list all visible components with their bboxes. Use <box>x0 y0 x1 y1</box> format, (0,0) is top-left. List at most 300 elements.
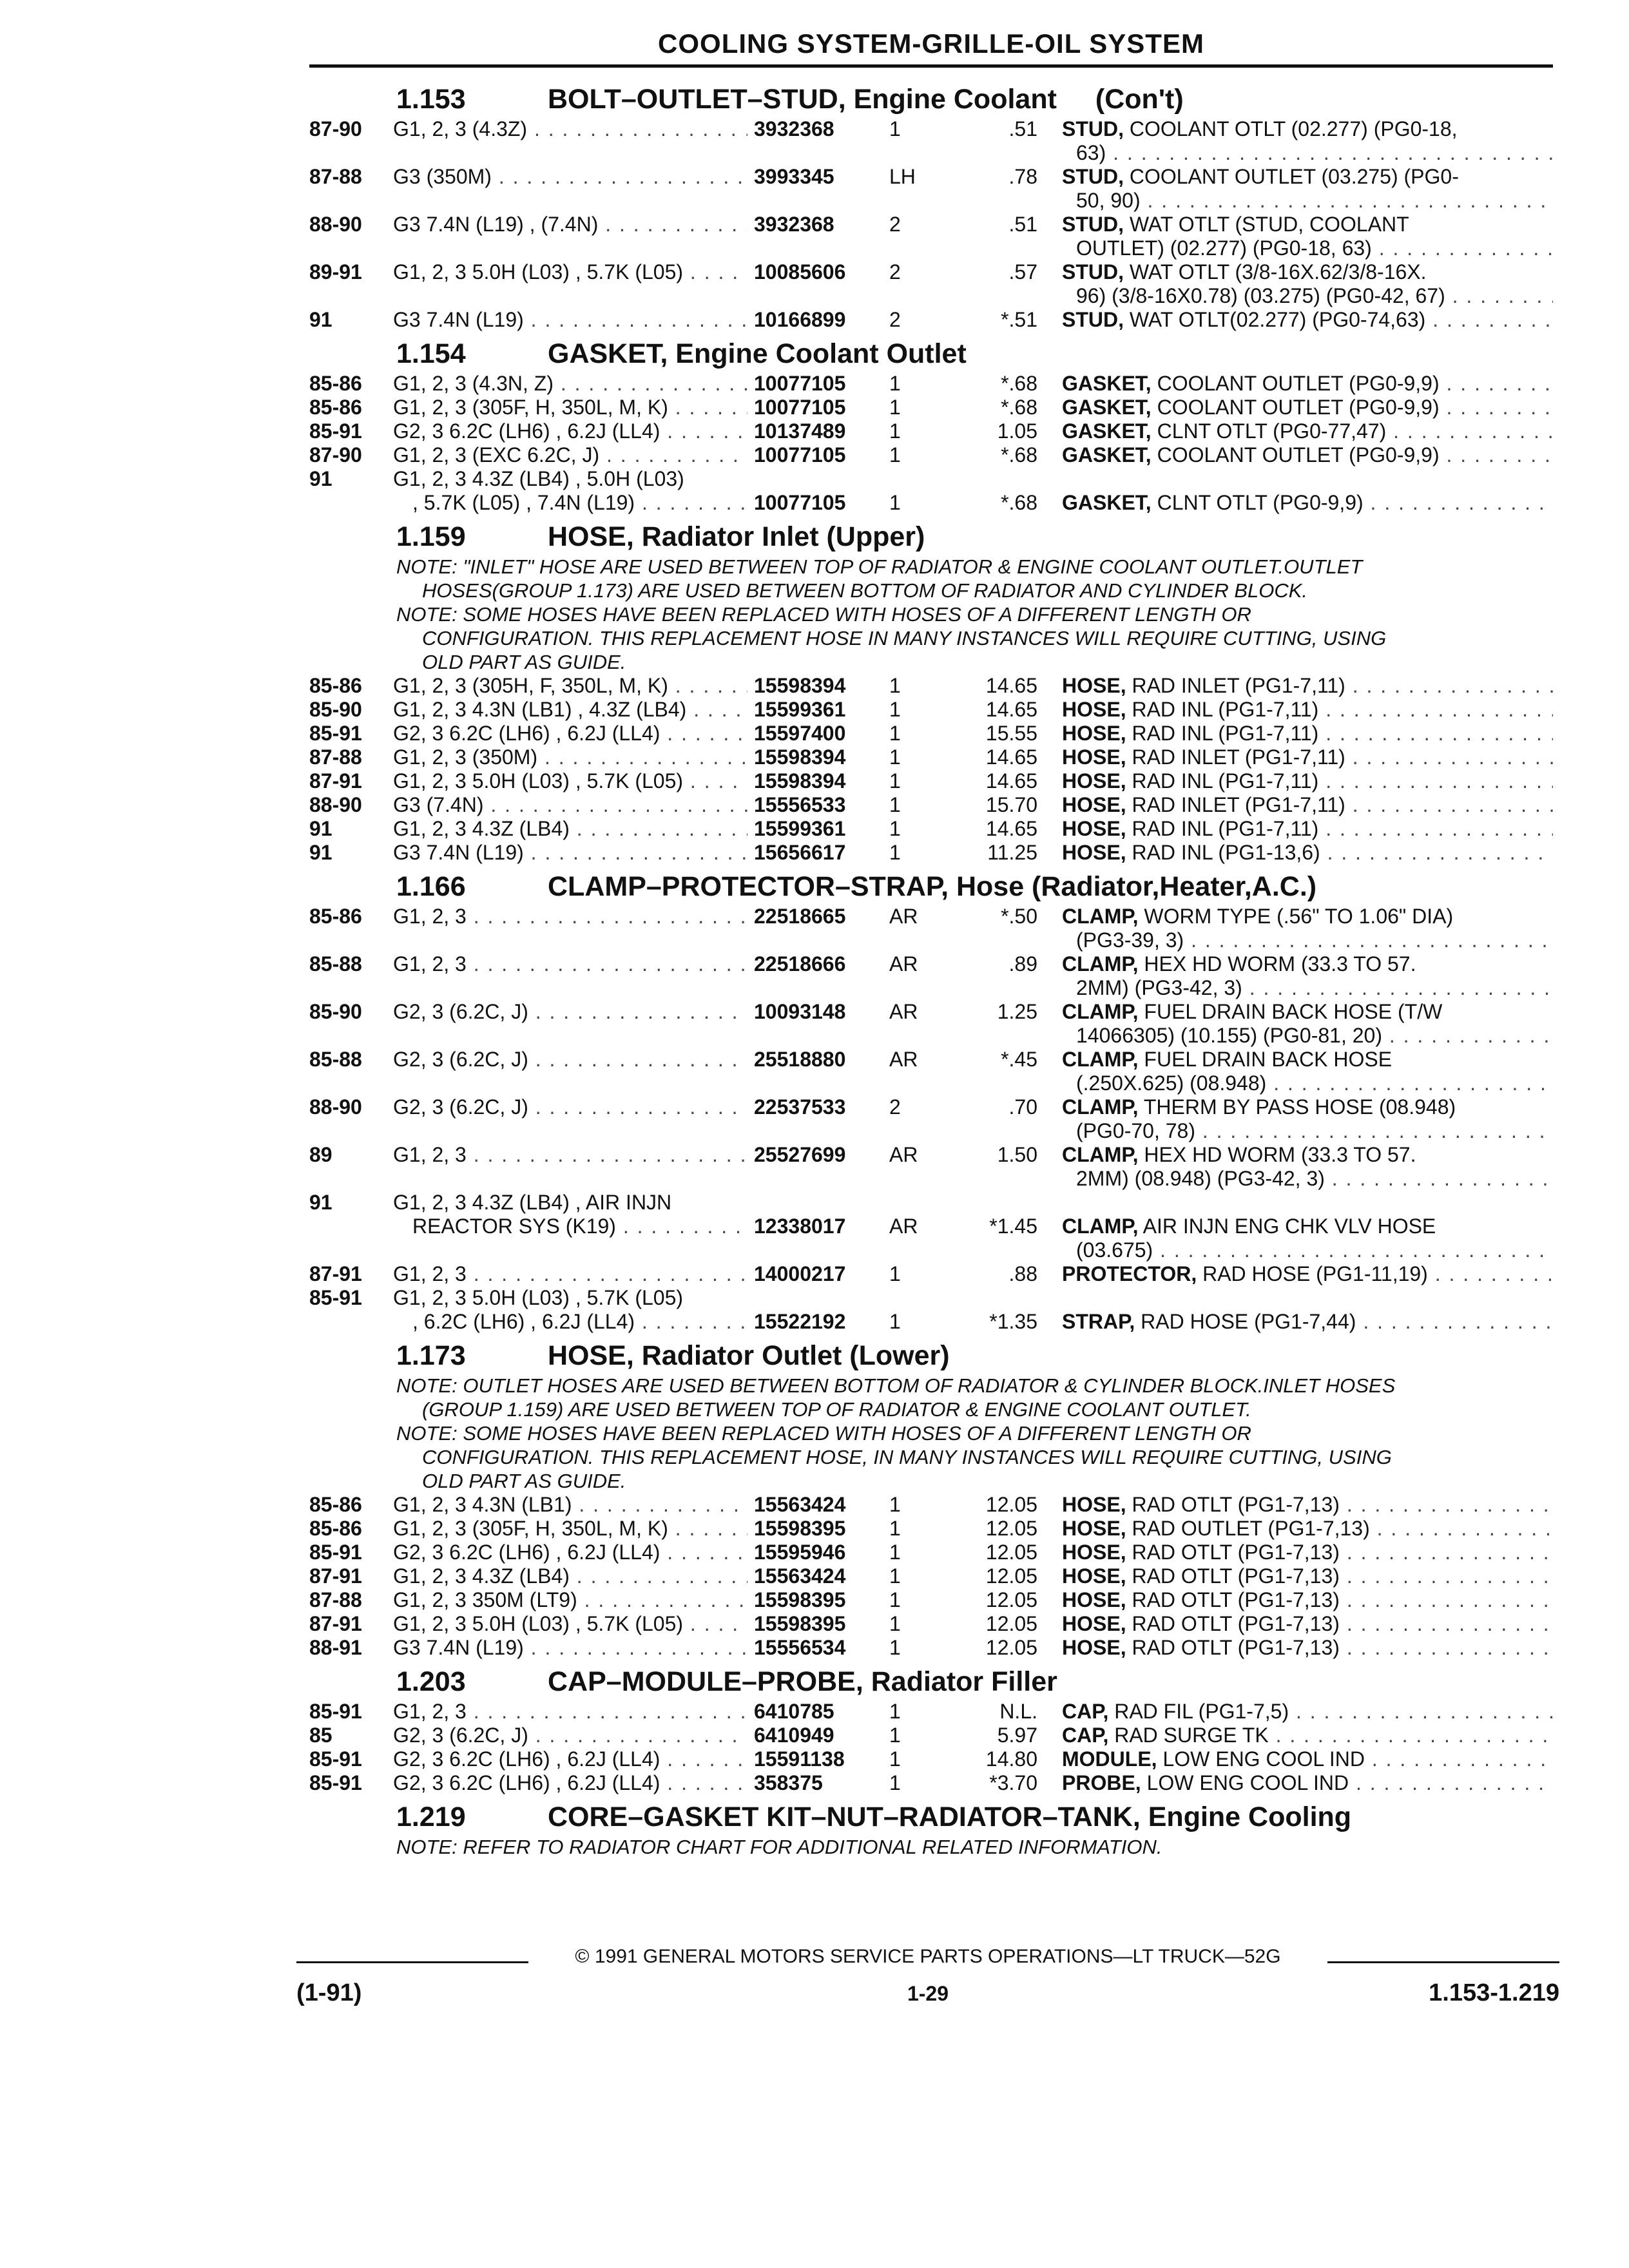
section-number: 1.173 <box>396 1340 466 1371</box>
model-years: 87-88 <box>309 745 362 769</box>
quantity: AR <box>889 952 918 975</box>
price: .51 <box>1008 213 1037 236</box>
part-noun: CLAMP, <box>1062 1000 1139 1023</box>
part-noun: CLAMP, <box>1062 1143 1139 1166</box>
part-description <box>1062 419 1553 443</box>
quantity: 1 <box>889 1262 901 1285</box>
parts-row <box>309 1564 1553 1588</box>
parts-row <box>309 1095 1553 1119</box>
note-text: OLD PART AS GUIDE. <box>422 1470 626 1492</box>
section-note <box>309 650 1553 674</box>
parts-row <box>309 722 1553 745</box>
parts-row-continuation <box>309 284 1553 308</box>
section-number: 1.159 <box>396 521 466 552</box>
part-description-text: RAD HOSE (PG1-7,44) <box>1141 1310 1356 1333</box>
part-description-text: HEX HD WORM (33.3 TO 57. <box>1144 952 1416 975</box>
parts-row <box>309 213 1553 236</box>
model-years: 88-90 <box>309 213 362 236</box>
price: N.L. <box>999 1700 1037 1723</box>
model-years: 91 <box>309 1191 333 1214</box>
price: *.50 <box>1001 905 1037 928</box>
application: G3 (350M) . . . <box>393 165 805 189</box>
part-description-text: RAD INL (PG1-7,11) <box>1132 769 1319 793</box>
part-noun: HOSE, <box>1062 1541 1126 1564</box>
part-number: 15598395 <box>747 1517 886 1541</box>
model-years: 85-91 <box>309 1286 362 1309</box>
part-noun: CLAMP, <box>1062 952 1139 975</box>
model-years: 85-86 <box>309 372 362 395</box>
application: G1, 2, 3 4.3N (LB1) . . . <box>393 1493 805 1517</box>
quantity: 2 <box>889 260 901 284</box>
part-description <box>1062 1771 1553 1795</box>
part-description-continued: OUTLET) (02.277) (PG0-18, 63) . . . <box>1076 236 1553 260</box>
footer-rule-left <box>296 1961 528 1963</box>
part-description-text: RAD OTLT (PG1-7,13) <box>1132 1493 1340 1516</box>
section-title-text: BOLT–OUTLET–STUD, Engine Coolant <box>548 84 1057 115</box>
quantity: 1 <box>889 1588 901 1611</box>
section-note <box>309 1421 1553 1445</box>
parts-row <box>309 1493 1553 1517</box>
section-heading <box>309 1795 1553 1835</box>
quantity: 1 <box>889 1747 901 1771</box>
parts-row <box>309 117 1553 141</box>
quantity: 1 <box>889 1700 901 1723</box>
part-description <box>1062 745 1553 769</box>
section-title-text: CAP–MODULE–PROBE, Radiator Filler <box>548 1666 1057 1697</box>
application: G1, 2, 3 . . . <box>393 905 805 928</box>
part-number: 15563424 <box>747 1493 886 1517</box>
quantity: 1 <box>889 1517 901 1540</box>
model-years: 85-91 <box>309 722 362 745</box>
section-title-text: HOSE, Radiator Outlet (Lower) <box>548 1340 950 1371</box>
model-years: 91 <box>309 817 333 840</box>
model-years: 88-90 <box>309 1095 362 1119</box>
part-noun: GASKET, <box>1062 491 1152 514</box>
part-description-continued: (.250X.625) (08.948) . . . <box>1076 1072 1553 1095</box>
part-description <box>1062 1636 1553 1660</box>
model-years: 85-86 <box>309 396 362 419</box>
part-description-continued: 14066305) (10.155) (PG0-81, 20) . . . <box>1076 1024 1553 1048</box>
quantity: 1 <box>889 117 901 140</box>
model-years: 85-91 <box>309 419 362 443</box>
part-description-text: RAD OTLT (PG1-7,13) <box>1132 1612 1340 1635</box>
part-number: 15522192 <box>747 1310 886 1334</box>
part-number: 15598395 <box>747 1612 886 1636</box>
model-years: 85-91 <box>309 1541 362 1564</box>
part-description-text: WAT OTLT(02.277) (PG0-74,63) <box>1129 308 1426 331</box>
quantity: AR <box>889 1048 918 1071</box>
part-description <box>1062 1517 1553 1541</box>
parts-row <box>309 1310 1553 1334</box>
part-description <box>1062 1493 1553 1517</box>
price: 12.05 <box>985 1493 1037 1516</box>
part-noun: CLAMP, <box>1062 1095 1139 1119</box>
note-text: NOTE: "INLET" HOSE ARE USED BETWEEN TOP OF RADIATOR & ENGINE COOLANT OUTLET.OUTLET <box>396 555 1363 578</box>
application: G3 7.4N (L19) . . . <box>393 841 805 865</box>
quantity: 2 <box>889 213 901 236</box>
note-text: CONFIGURATION. THIS REPLACEMENT HOSE, IN MANY INSTANCES WILL REQUIRE CUTTING, USING <box>422 1446 1392 1468</box>
parts-row <box>309 698 1553 722</box>
application: G1, 2, 3 . . . <box>393 1262 805 1286</box>
application: , 6.2C (LH6) , 6.2J (LL4) . . . <box>412 1310 825 1334</box>
quantity: AR <box>889 1143 918 1166</box>
model-years: 87-91 <box>309 769 362 793</box>
part-description-text: CLNT OTLT (PG0-77,47) <box>1157 419 1387 443</box>
part-description-continued: (PG3-39, 3) . . . <box>1076 928 1553 952</box>
part-noun: STUD, <box>1062 165 1124 188</box>
part-description <box>1062 1724 1553 1747</box>
price: 5.97 <box>997 1724 1037 1747</box>
part-description <box>1062 769 1553 793</box>
part-noun: GASKET, <box>1062 419 1152 443</box>
part-noun: PROBE, <box>1062 1771 1141 1794</box>
part-noun: CAP, <box>1062 1700 1109 1723</box>
part-number: 3932368 <box>747 213 886 236</box>
part-noun: GASKET, <box>1062 372 1152 395</box>
part-number: 15598394 <box>747 769 886 793</box>
application: G1, 2, 3 5.0H (L03) , 5.7K (L05) . . . <box>393 1612 805 1636</box>
section-title <box>548 1802 1351 1833</box>
part-description <box>1062 722 1553 745</box>
part-number: 15595946 <box>747 1541 886 1564</box>
part-description <box>1062 698 1553 722</box>
parts-row <box>309 1262 1553 1286</box>
part-number: 14000217 <box>747 1262 886 1286</box>
part-noun: HOSE, <box>1062 1564 1126 1588</box>
price: 14.65 <box>985 745 1037 769</box>
quantity: 1 <box>889 372 901 395</box>
model-years: 91 <box>309 308 333 331</box>
parts-row <box>309 308 1553 332</box>
application: G1, 2, 3 5.0H (L03) , 5.7K (L05) <box>393 1286 684 1309</box>
model-years: 88-90 <box>309 793 362 816</box>
section-title-text: GASKET, Engine Coolant Outlet <box>548 338 967 369</box>
note-text: NOTE: OUTLET HOSES ARE USED BETWEEN BOTTOM OF RADIATOR & CYLINDER BLOCK.INLET HOSES <box>396 1374 1396 1397</box>
part-description-text: RAD INLET (PG1-7,11) <box>1132 745 1345 769</box>
application: G3 (7.4N) . . . <box>393 793 805 817</box>
part-noun: HOSE, <box>1062 1517 1126 1540</box>
application: G2, 3 6.2C (LH6) , 6.2J (LL4) . . . <box>393 1747 805 1771</box>
section-title <box>548 338 967 370</box>
application: G3 7.4N (L19) . . . <box>393 1636 805 1660</box>
parts-row <box>309 372 1553 396</box>
part-noun: STUD, <box>1062 308 1124 331</box>
price: 1.25 <box>997 1000 1037 1023</box>
part-description-text: FUEL DRAIN BACK HOSE (T/W <box>1144 1000 1443 1023</box>
model-years: 85-91 <box>309 1700 362 1723</box>
part-description <box>1062 372 1553 396</box>
parts-row <box>309 1588 1553 1612</box>
part-number: 15598394 <box>747 745 886 769</box>
application: G2, 3 6.2C (LH6) , 6.2J (LL4) . . . <box>393 722 805 745</box>
part-description-text: RAD INL (PG1-7,11) <box>1132 722 1319 745</box>
footer-rule-right <box>1327 1961 1559 1963</box>
parts-row-continuation <box>309 1167 1553 1191</box>
part-description <box>1062 1000 1553 1024</box>
model-years: 85-86 <box>309 1517 362 1540</box>
part-description-text: RAD HOSE (PG1-11,19) <box>1202 1262 1428 1285</box>
footer-page-number: 1-29 <box>907 1982 949 2005</box>
section-note <box>309 555 1553 579</box>
parts-row <box>309 1724 1553 1747</box>
part-description <box>1062 674 1553 698</box>
part-noun: GASKET, <box>1062 443 1152 466</box>
part-description <box>1062 1310 1553 1334</box>
parts-row <box>309 443 1553 467</box>
price: 15.70 <box>985 793 1037 816</box>
application: G1, 2, 3 4.3Z (LB4) , 5.0H (L03) <box>393 467 684 490</box>
parts-row-lead <box>309 1286 1553 1310</box>
part-description-continued: 96) (3/8-16X0.78) (03.275) (PG0-42, 67) . . . <box>1076 284 1553 308</box>
part-number: 15599361 <box>747 817 886 841</box>
part-number: 10077105 <box>747 491 886 515</box>
model-years: 88-91 <box>309 1636 362 1659</box>
parts-row-continuation <box>309 1119 1553 1143</box>
quantity: 1 <box>889 674 901 697</box>
model-years: 85-91 <box>309 1747 362 1771</box>
part-description <box>1062 793 1553 817</box>
model-years: 85-86 <box>309 674 362 697</box>
model-years: 85-90 <box>309 1000 362 1023</box>
quantity: 1 <box>889 1636 901 1659</box>
part-description <box>1062 952 1553 976</box>
application: G2, 3 6.2C (LH6) , 6.2J (LL4) . . . <box>393 419 805 443</box>
part-description <box>1062 165 1553 189</box>
application: G1, 2, 3 . . . <box>393 1143 805 1167</box>
part-description-continued: 63) . . . <box>1076 141 1553 165</box>
part-noun: MODULE, <box>1062 1747 1157 1771</box>
quantity: 1 <box>889 793 901 816</box>
part-description <box>1062 1588 1553 1612</box>
part-description <box>1062 1215 1553 1238</box>
part-noun: HOSE, <box>1062 722 1126 745</box>
parts-row-continuation <box>309 1072 1553 1095</box>
application: , 5.7K (L05) , 7.4N (L19) . . . <box>412 491 825 515</box>
section-title-text: HOSE, Radiator Inlet (Upper) <box>548 521 925 552</box>
part-description <box>1062 841 1553 865</box>
part-description-text: RAD INLET (PG1-7,11) <box>1132 674 1345 697</box>
quantity: AR <box>889 905 918 928</box>
model-years: 85-88 <box>309 1048 362 1071</box>
parts-row-continuation <box>309 976 1553 1000</box>
note-text: NOTE: SOME HOSES HAVE BEEN REPLACED WITH HOSES OF A DIFFERENT LENGTH OR <box>396 603 1251 626</box>
part-description-text: RAD INL (PG1-7,11) <box>1132 817 1319 840</box>
part-description-continued: 2MM) (08.948) (PG3-42, 3) . . . <box>1076 1167 1553 1191</box>
application: G1, 2, 3 (EXC 6.2C, J) . . . <box>393 443 805 467</box>
quantity: 1 <box>889 769 901 793</box>
price: 1.05 <box>997 419 1037 443</box>
parts-row <box>309 419 1553 443</box>
part-description-text: RAD FIL (PG1-7,5) <box>1114 1700 1289 1723</box>
section-note <box>309 579 1553 602</box>
part-noun: CLAMP, <box>1062 905 1139 928</box>
section-note <box>309 1469 1553 1493</box>
part-number: 10085606 <box>747 260 886 284</box>
section-note <box>309 602 1553 626</box>
part-description <box>1062 1048 1553 1072</box>
part-noun: HOSE, <box>1062 793 1126 816</box>
application: G1, 2, 3 (305H, F, 350L, M, K) . . . <box>393 674 805 698</box>
note-text: OLD PART AS GUIDE. <box>422 651 626 673</box>
quantity: 1 <box>889 419 901 443</box>
price: *1.35 <box>989 1310 1037 1333</box>
parts-row <box>309 1636 1553 1660</box>
part-description-text: LOW ENG COOL IND <box>1146 1771 1349 1794</box>
quantity: 1 <box>889 841 901 864</box>
quantity: 1 <box>889 817 901 840</box>
parts-row <box>309 793 1553 817</box>
part-number: 6410785 <box>747 1700 886 1724</box>
part-description-text: COOLANT OUTLET (PG0-9,9) <box>1157 372 1440 395</box>
parts-row-continuation <box>309 236 1553 260</box>
part-noun: HOSE, <box>1062 1588 1126 1611</box>
section-heading <box>309 515 1553 555</box>
price: .89 <box>1008 952 1037 975</box>
price: *1.45 <box>989 1215 1037 1238</box>
application: G1, 2, 3 4.3N (LB1) , 4.3Z (LB4) . . . <box>393 698 805 722</box>
application: G2, 3 6.2C (LH6) , 6.2J (LL4) . . . <box>393 1771 805 1795</box>
quantity: 2 <box>889 308 901 331</box>
price: *3.70 <box>989 1771 1037 1794</box>
footer-revision-code: (1-91) <box>296 1979 362 2006</box>
parts-row <box>309 1000 1553 1024</box>
application: G3 7.4N (L19) . . . <box>393 308 805 332</box>
part-number: 15598395 <box>747 1588 886 1612</box>
model-years: 87-88 <box>309 1588 362 1611</box>
section-note <box>309 1374 1553 1398</box>
part-description <box>1062 260 1553 284</box>
quantity: 1 <box>889 1564 901 1588</box>
parts-row <box>309 1612 1553 1636</box>
quantity: 1 <box>889 1310 901 1333</box>
title-rule <box>309 64 1553 68</box>
quantity: AR <box>889 1000 918 1023</box>
part-description-text: HEX HD WORM (33.3 TO 57. <box>1144 1143 1416 1166</box>
part-description <box>1062 491 1553 515</box>
price: 14.80 <box>985 1747 1037 1771</box>
section-heading <box>309 332 1553 372</box>
model-years: 85-88 <box>309 952 362 975</box>
section-heading <box>309 865 1553 905</box>
price: *.68 <box>1001 372 1037 395</box>
section-title <box>548 84 1184 115</box>
price: 11.25 <box>987 841 1037 864</box>
price: .51 <box>1008 117 1037 140</box>
application: G1, 2, 3 (350M) . . . <box>393 745 805 769</box>
part-description-text: WORM TYPE (.56" TO 1.06" DIA) <box>1144 905 1454 928</box>
application: G1, 2, 3 4.3Z (LB4) , AIR INJN <box>393 1191 672 1214</box>
part-description-continued: (03.675) . . . <box>1076 1238 1553 1262</box>
section-title <box>548 871 1316 903</box>
note-text: CONFIGURATION. THIS REPLACEMENT HOSE IN MANY INSTANCES WILL REQUIRE CUTTING, USING <box>422 627 1387 649</box>
parts-row <box>309 1215 1553 1238</box>
part-description <box>1062 1095 1553 1119</box>
part-description-text: CLNT OTLT (PG0-9,9) <box>1157 491 1364 514</box>
price: 1.50 <box>997 1143 1037 1166</box>
model-years: 85-90 <box>309 698 362 721</box>
price: 12.05 <box>985 1541 1037 1564</box>
section-title-text: CORE–GASKET KIT–NUT–RADIATOR–TANK, Engine Cooling <box>548 1802 1352 1832</box>
quantity: 1 <box>889 1541 901 1564</box>
part-noun: HOSE, <box>1062 817 1126 840</box>
part-description <box>1062 1541 1553 1564</box>
footer-group-range: 1.153-1.219 <box>1429 1979 1559 2006</box>
price: *.51 <box>1001 308 1037 331</box>
model-years: 87-91 <box>309 1612 362 1635</box>
catalog-content <box>309 77 1553 1859</box>
part-number: 15656617 <box>747 841 886 865</box>
section-note <box>309 1835 1553 1859</box>
section-number: 1.203 <box>396 1666 466 1697</box>
part-description-text: RAD INL (PG1-7,11) <box>1132 698 1319 721</box>
parts-row <box>309 745 1553 769</box>
part-number: 15598394 <box>747 674 886 698</box>
model-years: 87-90 <box>309 117 362 140</box>
price: 15.55 <box>985 722 1037 745</box>
model-years: 91 <box>309 841 333 864</box>
parts-row <box>309 396 1553 419</box>
application: REACTOR SYS (K19) . . . <box>412 1215 825 1238</box>
part-number: 358375 <box>747 1771 886 1795</box>
application: G1, 2, 3 4.3Z (LB4) . . . <box>393 1564 805 1588</box>
part-description <box>1062 1143 1553 1167</box>
part-description-text: COOLANT OUTLET (03.275) (PG0- <box>1129 165 1459 188</box>
parts-row-lead <box>309 467 1553 491</box>
section-number: 1.153 <box>396 84 466 115</box>
price: *.68 <box>1001 491 1037 514</box>
part-noun: HOSE, <box>1062 1612 1126 1635</box>
part-noun: STUD, <box>1062 117 1124 140</box>
part-description-continued: 50, 90) . . . <box>1076 189 1553 213</box>
part-noun: GASKET, <box>1062 396 1152 419</box>
price: *.68 <box>1001 396 1037 419</box>
application: G1, 2, 3 (4.3Z) . . . <box>393 117 805 141</box>
part-description <box>1062 308 1553 332</box>
section-number: 1.219 <box>396 1802 466 1832</box>
part-description-text: LOW ENG COOL IND <box>1162 1747 1365 1771</box>
application: G2, 3 6.2C (LH6) , 6.2J (LL4) . . . <box>393 1541 805 1564</box>
part-number: 15556534 <box>747 1636 886 1660</box>
part-number: 12338017 <box>747 1215 886 1238</box>
quantity: 1 <box>889 1612 901 1635</box>
quantity: 1 <box>889 443 901 466</box>
application: G2, 3 (6.2C, J) . . . <box>393 1000 805 1024</box>
part-description-text: RAD INLET (PG1-7,11) <box>1132 793 1345 816</box>
part-number: 6410949 <box>747 1724 886 1747</box>
part-number: 25518880 <box>747 1048 886 1072</box>
parts-row <box>309 841 1553 865</box>
quantity: AR <box>889 1215 918 1238</box>
application: G3 7.4N (L19) , (7.4N) . . . <box>393 213 805 236</box>
price: 12.05 <box>985 1636 1037 1659</box>
part-description-text: WAT OTLT (3/8-16X.62/3/8-16X. <box>1129 260 1427 284</box>
price: .88 <box>1008 1262 1037 1285</box>
application: G1, 2, 3 4.3Z (LB4) . . . <box>393 817 805 841</box>
section-title <box>548 1666 1057 1698</box>
part-number: 15597400 <box>747 722 886 745</box>
section-title-text: CLAMP–PROTECTOR–STRAP, Hose (Radiator,Heater,A.C.) <box>548 871 1317 902</box>
part-description <box>1062 905 1553 928</box>
part-description-text: RAD SURGE TK <box>1114 1724 1269 1747</box>
parts-row <box>309 1700 1553 1724</box>
application: G1, 2, 3 350M (LT9) . . . <box>393 1588 805 1612</box>
quantity: 1 <box>889 491 901 514</box>
part-number: 15599361 <box>747 698 886 722</box>
price: .57 <box>1008 260 1037 284</box>
part-description-continued: 2MM) (PG3-42, 3) . . . <box>1076 976 1553 1000</box>
section-note <box>309 626 1553 650</box>
part-number: 10166899 <box>747 308 886 332</box>
